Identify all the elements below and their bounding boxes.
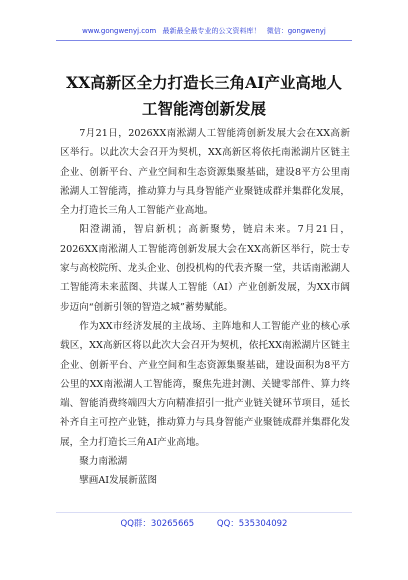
paragraph-2: 阳澄湖涌，智启新机；高新聚势，链启未来。7月21日，2026XX南淞湖人工智能湾创新发展大会在XX高新区举行，院士专家与高校院所、龙头企业、创投机构的代表齐聚一堂，共话南淞湖人工智能湾未来蓝图、共谋人工智能（AI）产业创新发展，为XX市阔步迈向“创新引领的智造之城”蓄势赋能。 — [60, 224, 350, 313]
qq-number: QQ：535304092 — [216, 519, 288, 529]
wechat-id: 微信：gongwenyj — [266, 27, 326, 35]
paragraph-1: 7月21日，2026XX南淞湖人工智能湾创新发展大会在XX高新区举行。以此次大会召开为契机，XX高新区将依托南淞湖片区链主企业、创新平台、产业空间和生态资源集聚基础，建设8平方公里南淞湖人工智能湾，推动算力与具身智能产业聚链成群并集群化发展，全力打造长三角人工智能产业高地。 — [60, 128, 350, 217]
title-line-2: 工智能湾创新发展 — [141, 99, 266, 118]
site-header — [0, 26, 408, 36]
qq-group-number: QQ群：30265665 — [120, 519, 195, 529]
document-title — [0, 70, 408, 122]
section-heading-1: 聚力南淞湖 — [79, 456, 128, 468]
site-url-link[interactable]: www.gongwenyj.com — [82, 27, 157, 35]
paragraph-3: 作为XX市经济发展的主战场、主阵地和人工智能产业的核心承载区，XX高新区将以此次大会召开为契机，依托XX南淞湖片区链主企业、创新平台、产业空间和生态资源集聚基础，建设面积为8平方公里的XX南淞湖人工智能湾，聚焦先进封测、关键零部件、算力终端、智能消费终端四大方向精准招引一批产业链关键环节项目，延长补齐自主可控产业链，推动算力与具身智能产业聚链成群并集群化发展，全力打造长三角AI产业高地。 — [60, 320, 350, 448]
document-body — [60, 124, 350, 491]
site-slogan: 最新最全最专业的公文资料库！ — [162, 27, 261, 35]
header-divider — [56, 40, 352, 41]
section-heading-2: 擘画AI发展新蓝图 — [79, 475, 158, 487]
site-footer — [0, 517, 408, 529]
title-line-1: XX高新区全力打造长三角AI产业高地人 — [66, 73, 342, 92]
footer-divider — [56, 512, 352, 513]
